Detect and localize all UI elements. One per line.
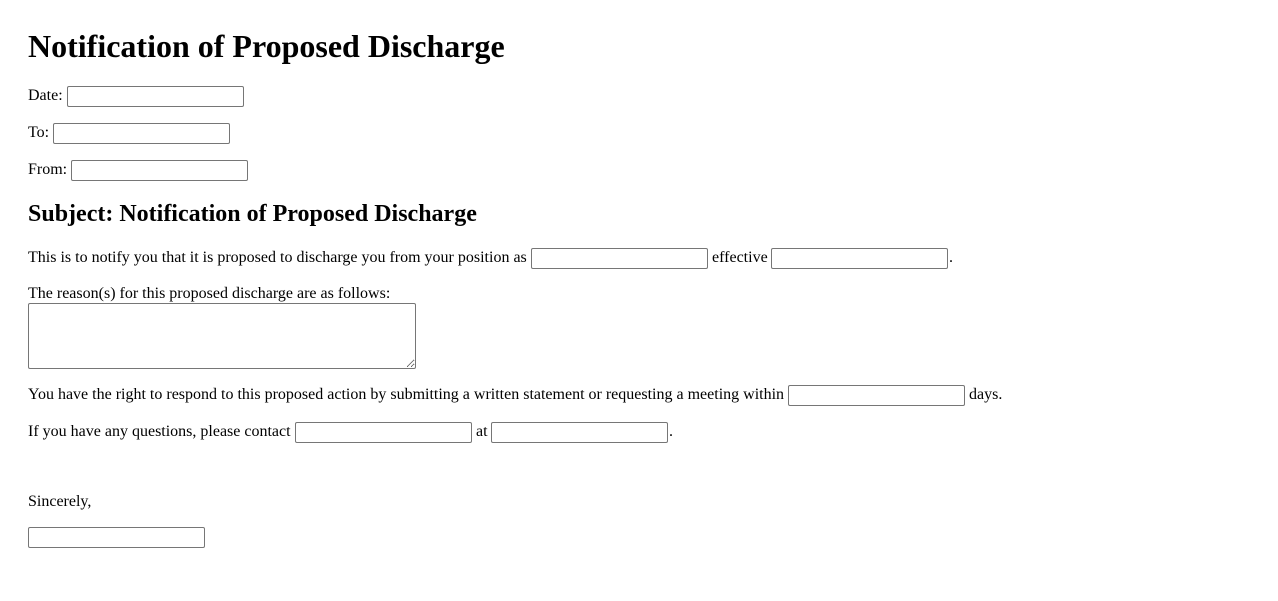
subject-heading: Subject: Notification of Proposed Discharge — [28, 201, 477, 227]
from-label: From: — [28, 161, 68, 178]
notice-period: . — [949, 249, 953, 266]
position-input[interactable] — [531, 248, 708, 269]
reasons-label: The reason(s) for this proposed discharge are as follows: — [28, 285, 391, 302]
from-input[interactable] — [71, 160, 248, 181]
effective-date-input[interactable] — [771, 248, 948, 269]
to-label: To: — [28, 124, 50, 141]
contact-period: . — [669, 423, 673, 440]
sincerely-text: Sincerely, — [28, 493, 92, 510]
reasons-textarea[interactable] — [28, 303, 416, 369]
contact-text: If you have any questions, please contact — [28, 423, 291, 440]
effective-label: effective — [712, 249, 768, 266]
contact-info-input[interactable] — [491, 422, 668, 443]
date-label: Date: — [28, 87, 63, 104]
contact-name-input[interactable] — [295, 422, 472, 443]
date-input[interactable] — [67, 86, 244, 107]
response-days-input[interactable] — [788, 385, 965, 406]
days-label: days. — [969, 386, 1003, 403]
response-text: You have the right to respond to this proposed action by submitting a written statement or requesting a meeting within — [28, 386, 785, 403]
page-title: Notification of Proposed Discharge — [28, 28, 505, 64]
at-label: at — [476, 423, 488, 440]
signature-input[interactable] — [28, 527, 205, 548]
notice-text: This is to notify you that it is proposed to discharge you from your position as — [28, 249, 527, 266]
to-input[interactable] — [53, 123, 230, 144]
